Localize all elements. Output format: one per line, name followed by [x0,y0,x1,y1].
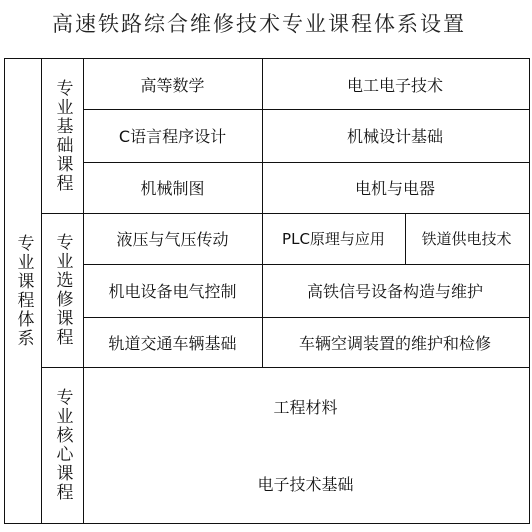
course-cell: 高铁信号设备构造与维护 [306,282,483,301]
course-cell: 铁道供电技术 [421,230,512,248]
course-cell: 机械制图 [140,179,205,198]
course-cell: 轨道交通车辆基础 [108,333,237,353]
group-label-elective: 专业选修课程 [52,233,73,347]
course-cell: C语言程序设计 [118,127,227,146]
group-label-foundation: 专业基础课程 [52,79,73,193]
course-cell: 机械设计基础 [346,127,443,146]
course-cell: 液压与气压传动 [116,230,229,249]
course-cell: PLC原理与应用 [282,230,385,248]
course-system-table [4,58,530,524]
course-cell: 电子技术基础 [257,475,354,494]
course-cell: 机电设备电气控制 [108,282,237,301]
course-cell: 电机与电器 [354,179,435,198]
root-category-label: 专业课程体系 [13,233,34,348]
page-title: 高速铁路综合维修技术专业课程体系设置 [52,12,466,36]
group-label-core: 专业核心课程 [52,387,73,502]
course-cell: 高等数学 [140,75,205,95]
course-cell: 工程材料 [273,397,338,417]
course-cell: 车辆空调装置的维护和检修 [298,333,491,353]
course-cell: 电工电子技术 [346,75,443,95]
